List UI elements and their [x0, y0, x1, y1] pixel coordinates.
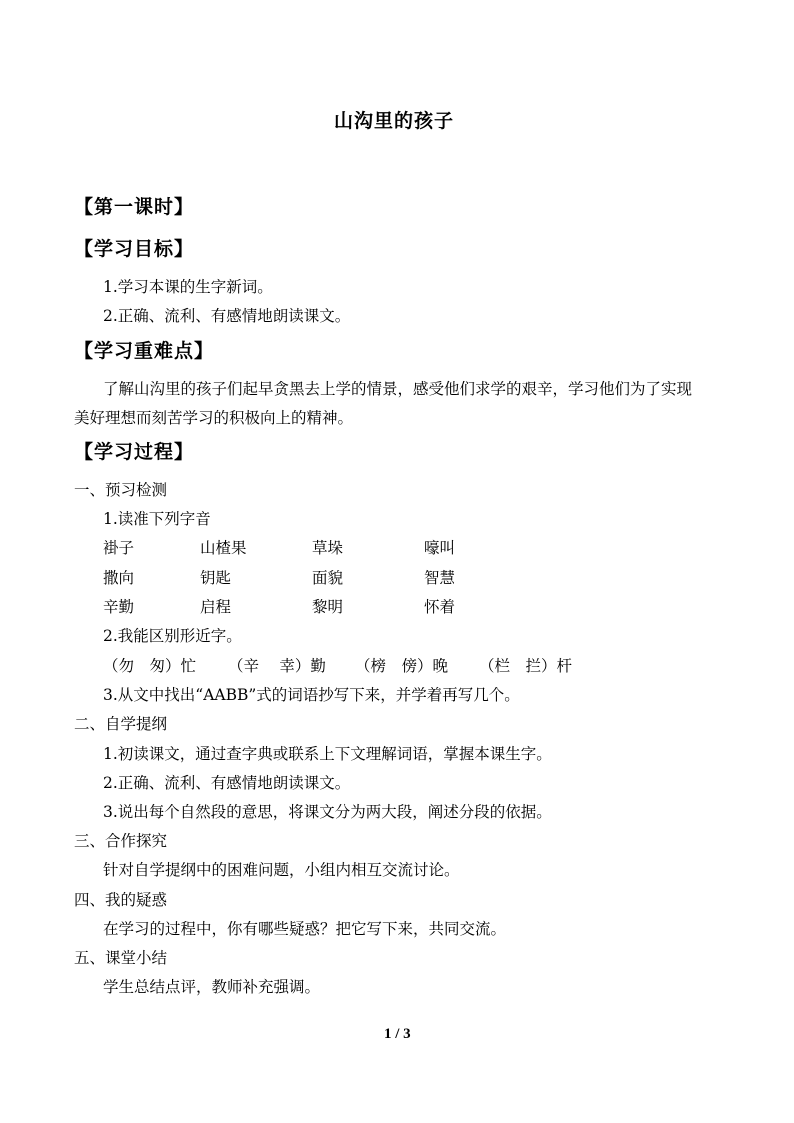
char-pair: （栏 拦）杆: [479, 657, 573, 675]
section-text: 针对自学提纲中的困难问题，小组内相互交流讨论。: [103, 861, 460, 879]
question-3: 3.从文中找出“AABB”式的词语抄写下来，并学着再写几个。: [103, 686, 520, 704]
section-heading: 二、自学提纲: [74, 715, 168, 733]
section-heading: 五、课堂小结: [74, 949, 168, 967]
goal-item: 1.学习本课的生字新词。: [103, 278, 273, 296]
word-cell: 褂子: [103, 539, 135, 557]
word-cell: 辛勤: [103, 598, 135, 616]
word-cell: 智慧: [424, 569, 456, 587]
goals-heading: 【学习目标】: [74, 238, 195, 260]
word-cell: 启程: [200, 598, 232, 616]
section-heading: 三、合作探究: [74, 832, 168, 850]
key-points-line: 美好理想而刻苦学习的积极向上的精神。: [74, 409, 354, 427]
word-cell: 撒向: [103, 569, 135, 587]
word-cell: 草垛: [312, 539, 344, 557]
word-cell: 钥匙: [200, 569, 232, 587]
word-cell: 面貌: [312, 569, 344, 587]
question-2: 2.我能区别形近字。: [103, 627, 242, 645]
section-heading: 一、预习检测: [74, 481, 168, 499]
section-text: 在学习的过程中，你有哪些疑惑？把它写下来，共同交流。: [103, 920, 507, 938]
char-pair: （辛 幸）勤: [228, 657, 326, 675]
page-number: 1 / 3: [384, 1026, 411, 1042]
word-cell: 黎明: [312, 598, 344, 616]
outline-item: 2.正确、流利、有感情地朗读课文。: [103, 774, 351, 792]
outline-item: 3.说出每个自然段的意思，将课文分为两大段，阐述分段的依据。: [103, 803, 552, 821]
key-points-heading: 【学习重难点】: [74, 340, 215, 362]
process-heading: 【学习过程】: [74, 441, 195, 463]
question-1: 1.读准下列字音: [103, 510, 211, 528]
page-title: 山沟里的孩子: [334, 110, 455, 132]
goal-item: 2.正确、流利、有感情地朗读课文。: [103, 307, 351, 325]
word-cell: 嚎叫: [424, 539, 456, 557]
section-text: 学生总结点评，教师补充强调。: [103, 978, 321, 996]
char-pair: （勿 匆）忙: [103, 657, 197, 675]
key-points-line: 了解山沟里的孩子们起早贪黑去上学的情景，感受他们求学的艰辛，学习他们为了实现: [103, 380, 693, 398]
lesson-heading: 【第一课时】: [74, 196, 195, 218]
word-cell: 怀着: [424, 598, 456, 616]
section-heading: 四、我的疑惑: [74, 891, 168, 909]
word-cell: 山楂果: [200, 539, 247, 557]
outline-item: 1.初读课文，通过查字典或联系上下文理解词语，掌握本课生字。: [103, 745, 552, 763]
char-pair: （榜 傍）晚: [355, 657, 449, 675]
